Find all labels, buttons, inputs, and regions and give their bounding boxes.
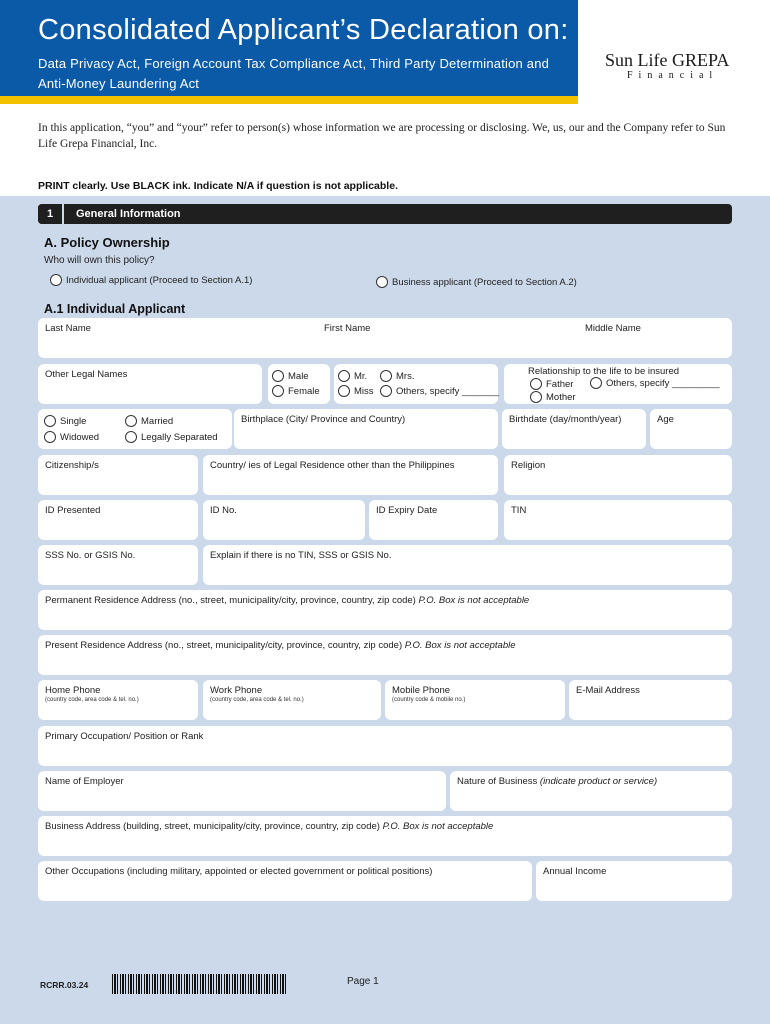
business-address-field[interactable] [38, 816, 732, 856]
home-phone-label: Home Phone [45, 685, 101, 696]
birthplace-field[interactable] [234, 409, 498, 449]
policy-owner-question: Who will own this policy? [44, 255, 155, 266]
home-phone-field[interactable] [38, 680, 198, 720]
gender-field [268, 364, 330, 404]
radio-icon[interactable] [338, 370, 350, 382]
other-names-field[interactable] [38, 364, 262, 404]
birthdate-label: Birthdate (day/month/year) [509, 414, 622, 425]
sss-label: SSS No. or GSIS No. [45, 550, 136, 561]
no-tin-explanation-label: Explain if there is no TIN, SSS or GSIS No. [210, 550, 392, 561]
birthdate-field[interactable] [502, 409, 646, 449]
business-applicant-option[interactable]: Business applicant (Proceed to Section A.2) [376, 276, 577, 288]
business-address-label: Business Address (building, street, municipality/city, province, country, zip code) P.O. Box is not acceptable [45, 821, 494, 832]
id-expiry-label: ID Expiry Date [376, 505, 438, 516]
religion-label: Religion [511, 460, 546, 471]
section-title: General Information [76, 208, 181, 220]
age-field[interactable] [650, 409, 732, 449]
male-option[interactable]: Male [272, 370, 309, 382]
first-name-label: First Name [324, 323, 371, 334]
father-option[interactable]: Father [530, 378, 573, 390]
radio-icon[interactable] [338, 385, 350, 397]
other-occupations-field[interactable] [38, 861, 532, 901]
residence-country-field[interactable] [203, 455, 498, 495]
id-no-label: ID No. [210, 505, 237, 516]
single-option[interactable]: Single [44, 415, 86, 427]
birthplace-label: Birthplace (City/ Province and Country) [241, 414, 406, 425]
radio-icon[interactable] [272, 370, 284, 382]
relationship-field [504, 364, 732, 404]
work-phone-field[interactable] [203, 680, 381, 720]
radio-icon[interactable] [50, 274, 62, 286]
citizenship-field[interactable] [38, 455, 198, 495]
nature-of-business-field[interactable] [450, 771, 732, 811]
mobile-phone-hint: (country code & mobile no.) [392, 697, 466, 703]
id-expiry-field[interactable] [369, 500, 498, 540]
annual-income-field[interactable] [536, 861, 732, 901]
radio-icon[interactable] [125, 415, 137, 427]
mobile-phone-field[interactable] [385, 680, 565, 720]
present-address-label: Present Residence Address (no., street, municipality/city, province, country, zip code) P.O. Box is not acceptable [45, 640, 516, 651]
policy-ownership-heading: A. Policy Ownership [44, 235, 170, 250]
permanent-address-field[interactable] [38, 590, 732, 630]
header-accent-stripe [0, 96, 578, 104]
individual-applicant-heading: A.1 Individual Applicant [44, 302, 186, 316]
mr-option[interactable]: Mr. [338, 370, 367, 382]
others-title-option[interactable]: Others, specify _______ [380, 385, 499, 397]
married-option[interactable]: Married [125, 415, 173, 427]
company-logo: Sun Life GREPA [605, 50, 730, 70]
citizenship-label: Citizenship/s [45, 460, 99, 471]
last-name-label: Last Name [45, 323, 91, 334]
occupation-label: Primary Occupation/ Position or Rank [45, 731, 204, 742]
tin-label: TIN [511, 505, 527, 516]
section-number: 1 [38, 204, 64, 224]
age-label: Age [657, 414, 674, 425]
mobile-phone-label: Mobile Phone [392, 685, 451, 696]
others-relationship-option[interactable]: Others, specify _________ [590, 377, 720, 389]
page-title: Consolidated Applicant’s Declaration on: [38, 14, 569, 46]
radio-icon[interactable] [272, 385, 284, 397]
radio-icon[interactable] [44, 431, 56, 443]
email-field[interactable] [569, 680, 732, 720]
civil-status-field [38, 409, 232, 449]
work-phone-hint: (country code, area code & tel. no.) [210, 697, 304, 703]
page-number: Page 1 [347, 976, 379, 987]
page-subtitle: Data Privacy Act, Foreign Account Tax Compliance Act, Third Party Determination and Anti-Money Laundering Act [38, 56, 550, 91]
radio-icon[interactable] [590, 377, 602, 389]
mother-option[interactable]: Mother [530, 391, 576, 403]
form-code: RCRR.03.24 [40, 980, 89, 990]
mrs-option[interactable]: Mrs. [380, 370, 414, 382]
other-names-label: Other Legal Names [45, 369, 128, 380]
residence-country-label: Country/ ies of Legal Residence other than the Philippines [210, 460, 455, 471]
sss-field[interactable] [38, 545, 198, 585]
miss-option[interactable]: Miss [338, 385, 374, 397]
no-tin-explanation-field[interactable] [203, 545, 732, 585]
occupation-field[interactable] [38, 726, 732, 766]
radio-icon[interactable] [44, 415, 56, 427]
other-occupations-label: Other Occupations (including military, appointed or elected government or political positions) [45, 866, 433, 877]
annual-income-label: Annual Income [543, 866, 607, 877]
full-name-field[interactable] [38, 318, 732, 358]
radio-icon[interactable] [380, 385, 392, 397]
female-option[interactable]: Female [272, 385, 320, 397]
widowed-option[interactable]: Widowed [44, 431, 99, 443]
tin-field[interactable] [504, 500, 732, 540]
radio-icon[interactable] [530, 378, 542, 390]
radio-icon[interactable] [530, 391, 542, 403]
religion-field[interactable] [504, 455, 732, 495]
id-presented-label: ID Presented [45, 505, 101, 516]
permanent-address-label: Permanent Residence Address (no., street, municipality/city, province, country, zip code) P.O. Box is not acceptable [45, 595, 530, 606]
middle-name-label: Middle Name [585, 323, 641, 334]
radio-icon[interactable] [376, 276, 388, 288]
barcode-icon [112, 974, 288, 994]
present-address-field[interactable] [38, 635, 732, 675]
employer-field[interactable] [38, 771, 446, 811]
work-phone-label: Work Phone [210, 685, 263, 696]
separated-option[interactable]: Legally Separated [125, 431, 218, 443]
intro-text: In this application, “you” and “your” refer to person(s) whose information we are processing or disclosing. We, us, our and the Company refer to Sun Life Grepa Financial, Inc. [38, 122, 726, 150]
employer-label: Name of Employer [45, 776, 124, 787]
id-presented-field[interactable] [38, 500, 198, 540]
individual-applicant-option[interactable]: Individual applicant (Proceed to Section A.1) [50, 274, 252, 286]
company-logo-sub: Financial [627, 70, 719, 81]
radio-icon[interactable] [380, 370, 392, 382]
home-phone-hint: (country code, area code & tel. no.) [45, 697, 139, 703]
relationship-label: Relationship to the life to be insured [528, 366, 680, 377]
title-field [334, 364, 498, 404]
id-no-field[interactable] [203, 500, 365, 540]
radio-icon[interactable] [125, 431, 137, 443]
nature-of-business-label: Nature of Business (indicate product or service) [457, 776, 658, 787]
email-label: E-Mail Address [576, 685, 640, 696]
instruction-text: PRINT clearly. Use BLACK ink. Indicate N/A if question is not applicable. [38, 180, 398, 192]
